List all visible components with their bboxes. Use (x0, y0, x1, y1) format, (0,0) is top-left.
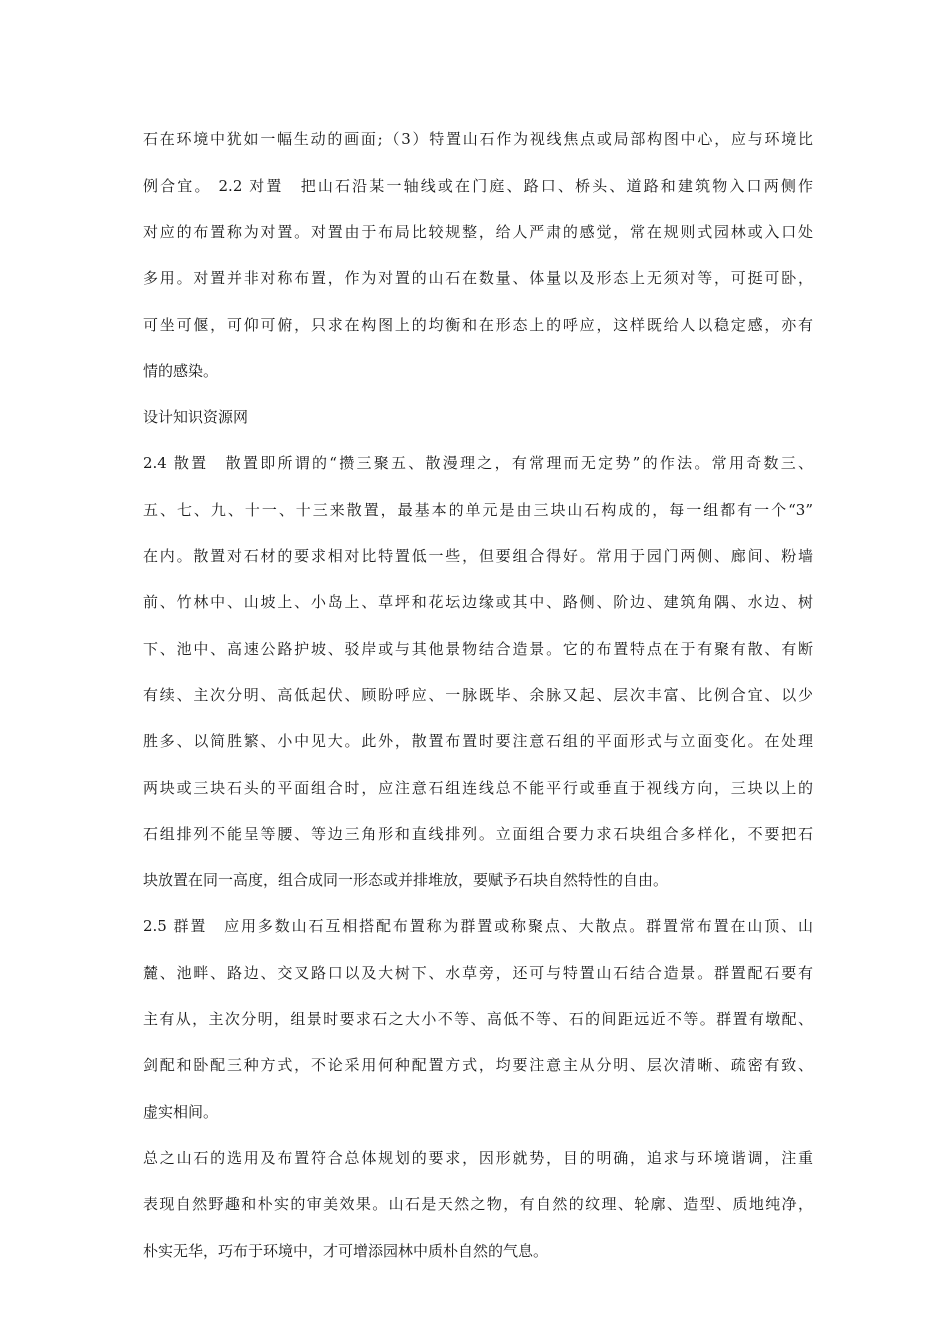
text-line: 两块或三块石头的平面组合时，应注意石组连线总不能平行或垂直于视线方向，三块以上的 (143, 779, 813, 797)
text-line: 石组排列不能呈等腰、等边三角形和直线排列。立面组合要力求石块组合多样化，不要把石 (143, 825, 813, 843)
section-2-4-heading-line: 2.4 散置 散置即所谓的“攒三聚五、散漫理之，有常理而无定势”的作法。常用奇数三、 (143, 454, 813, 472)
text-line: 情的感染。 (143, 362, 219, 380)
text-line: 麓、池畔、路边、交叉路口以及大树下、水草旁，还可与特置山石结合造景。群置配石要有 (143, 964, 813, 982)
text-line: 剑配和卧配三种方式，不论采用何种配置方式，均要注意主从分明、层次清晰、疏密有致、 (143, 1056, 813, 1074)
text-line: 石在环境中犹如一幅生动的画面;（3）特置山石作为视线焦点或局部构图中心，应与环境比 (143, 130, 813, 148)
conclusion-line: 总之山石的选用及布置符合总体规划的要求，因形就势，目的明确，追求与环境谐调，注重 (143, 1149, 813, 1167)
source-note: 设计知识资源网 (143, 408, 249, 426)
section-2-5-heading-line: 2.5 群置 应用多数山石互相搭配布置称为群置或称聚点、大散点。群置常布置在山顶、山 (143, 917, 813, 935)
text-line: 五、七、九、十一、十三来散置，最基本的单元是由三块山石构成的，每一组都有一个“3” (143, 501, 813, 519)
text-line: 有续、主次分明、高低起伏、顾盼呼应、一脉既毕、余脉又起、层次丰富、比例合宜、以少 (143, 686, 813, 704)
text-line: 主有从，主次分明，组景时要求石之大小不等、高低不等、石的间距远近不等。群置有墩配、 (143, 1010, 813, 1028)
text-line: 对应的布置称为对置。对置由于布局比较规整，给人严肃的感觉，常在规则式园林或入口处 (143, 223, 813, 241)
text-line: 表现自然野趣和朴实的审美效果。山石是天然之物，有自然的纹理、轮廓、造型、质地纯净， (143, 1195, 813, 1213)
text-line: 胜多、以简胜繁、小中见大。此外，散置布置时要注意石组的平面形式与立面变化。在处理 (143, 732, 813, 750)
text-line: 前、竹林中、山坡上、小岛上、草坪和花坛边缘或其中、路侧、阶边、建筑角隅、水边、树 (143, 593, 813, 611)
text-line: 可坐可偃，可仰可俯，只求在构图上的均衡和在形态上的呼应，这样既给人以稳定感，亦有 (143, 316, 813, 334)
text-line: 块放置在同一高度，组合成同一形态或并排堆放，要赋予石块自然特性的自由。 (143, 871, 669, 889)
text-line: 下、池中、高速公路护坡、驳岸或与其他景物结合造景。它的布置特点在于有聚有散、有断 (143, 640, 813, 658)
text-line: 在内。散置对石材的要求相对比特置低一些，但要组合得好。常用于园门两侧、廊间、粉墙 (143, 547, 813, 565)
text-line: 多用。对置并非对称布置，作为对置的山石在数量、体量以及形态上无须对等，可挺可卧， (143, 269, 813, 287)
text-line: 朴实无华，巧布于环境中，才可增添园林中质朴自然的气息。 (143, 1242, 549, 1260)
text-line: 虚实相间。 (143, 1103, 219, 1121)
text-line: 例合宜。 2.2 对置 把山石沿某一轴线或在门庭、路口、桥头、道路和建筑物入口两侧作 (143, 177, 813, 195)
